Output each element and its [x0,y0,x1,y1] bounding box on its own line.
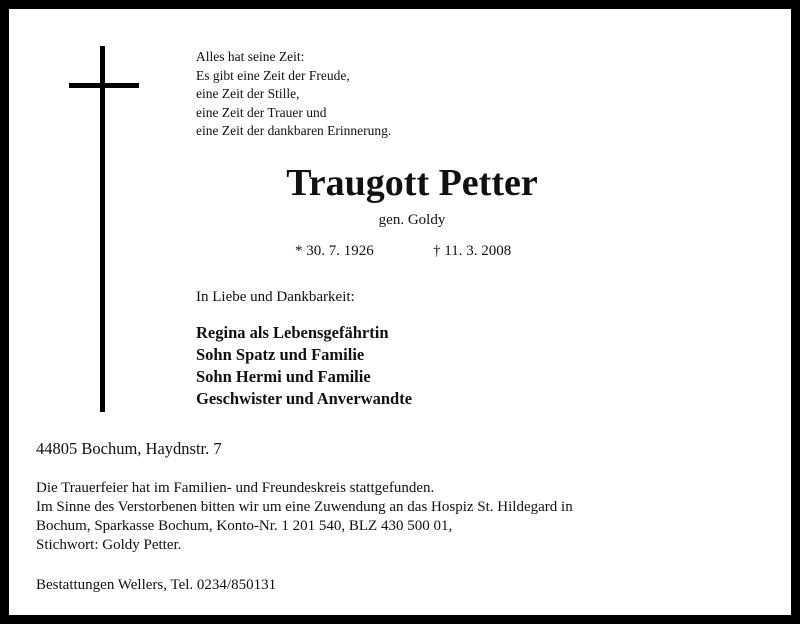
death-date: † 11. 3. 2008 [433,243,512,259]
mourner-item: Regina als Lebensgefährtin [196,323,389,342]
poem-line: Es gibt eine Zeit der Freude, [196,67,350,83]
deceased-nickname: gen. Goldy [378,212,446,228]
mourner-item: Sohn Hermi und Familie [196,367,371,386]
cross-icon [100,46,105,412]
family-address: 44805 Bochum, Haydnstr. 7 [36,439,222,458]
notice-line: Stichwort: Goldy Petter. [36,537,182,553]
cross-icon-bar [69,83,139,88]
notice-line: Im Sinne des Verstorbenen bitten wir um eine Zuwendung an das Hospiz St. Hildegard in [36,499,573,515]
dedication-line: In Liebe und Dankbarkeit: [196,289,355,305]
notice-line: Bochum, Sparkasse Bochum, Konto-Nr. 1 201 540, BLZ 430 500 01, [36,518,453,534]
poem-line: Alles hat seine Zeit: [196,49,305,64]
undertaker-contact: Bestattungen Wellers, Tel. 0234/850131 [36,577,277,593]
mourner-item: Geschwister und Anverwandte [196,389,413,408]
poem-line: eine Zeit der dankbaren Erinnerung. [196,123,392,138]
mourners-list [196,322,412,410]
poem-line: eine Zeit der Stille, [196,86,300,101]
funeral-notice [36,479,573,555]
poem [196,48,391,141]
notice-line: Die Trauerfeier hat im Familien- und Freundeskreis stattgefunden. [36,480,435,496]
deceased-name: Traugott Petter [286,162,538,204]
birth-date: * 30. 7. 1926 [295,243,374,259]
mourner-item: Sohn Spatz und Familie [196,345,365,364]
poem-line: eine Zeit der Trauer und [196,104,327,120]
